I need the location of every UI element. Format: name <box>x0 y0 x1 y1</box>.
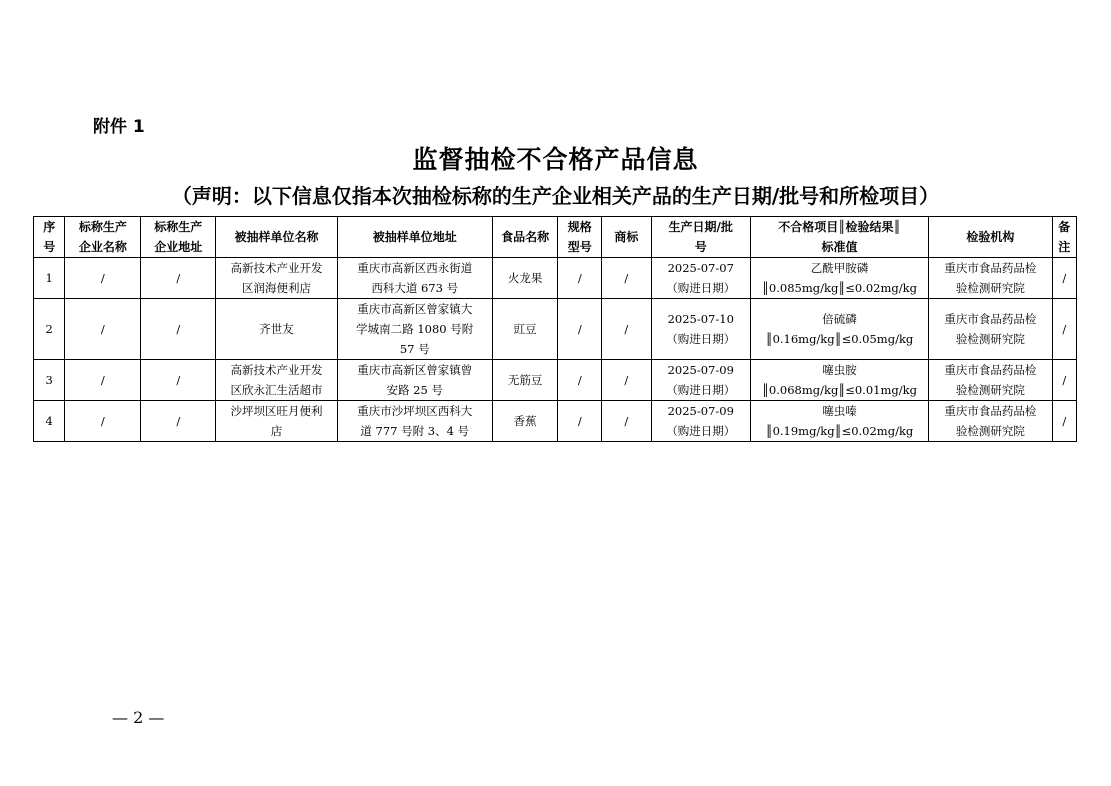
cell-testing-lab: 重庆市食品药品检 验检测研究院 <box>929 258 1053 299</box>
cell-production-date: 2025-07-09 （购进日期） <box>651 360 750 401</box>
cell-test-result: 倍硫磷 ║0.16mg/kg║≤0.05mg/kg <box>750 299 928 360</box>
header-spec: 规格 型号 <box>558 217 602 258</box>
cell-note: / <box>1052 401 1076 442</box>
cell-manufacturer-address: / <box>141 360 216 401</box>
table-row <box>34 258 1077 299</box>
results-table <box>33 216 1077 442</box>
header-sampled-unit-address: 被抽样单位地址 <box>337 217 492 258</box>
cell-sampled-unit-address: 重庆市高新区曾家镇大 学城南二路 1080 号附 57 号 <box>337 299 492 360</box>
cell-sampled-unit-address: 重庆市高新区西永街道 西科大道 673 号 <box>337 258 492 299</box>
header-testing-lab: 检验机构 <box>929 217 1053 258</box>
cell-test-result: 乙酰甲胺磷 ║0.085mg/kg║≤0.02mg/kg <box>750 258 928 299</box>
cell-production-date: 2025-07-07 （购进日期） <box>651 258 750 299</box>
cell-sampled-unit-name: 沙坪坝区旺月便利 店 <box>216 401 338 442</box>
cell-manufacturer-name: / <box>65 360 141 401</box>
cell-sampled-unit-address: 重庆市沙坪坝区西科大 道 777 号附 3、4 号 <box>337 401 492 442</box>
cell-spec: / <box>558 299 602 360</box>
cell-sampled-unit-name: 高新技术产业开发 区润海便利店 <box>216 258 338 299</box>
header-test-result: 不合格项目║检验结果║ 标准值 <box>750 217 928 258</box>
cell-note: / <box>1052 258 1076 299</box>
table-header-row <box>34 217 1077 258</box>
cell-seq: 4 <box>34 401 65 442</box>
cell-brand: / <box>602 360 652 401</box>
cell-food-name: 豇豆 <box>492 299 558 360</box>
page-number: — 2 — <box>112 708 165 727</box>
table-row <box>34 360 1077 401</box>
cell-brand: / <box>602 299 652 360</box>
cell-sampled-unit-address: 重庆市高新区曾家镇曾 安路 25 号 <box>337 360 492 401</box>
cell-test-result: 噻虫嗪 ║0.19mg/kg║≤0.02mg/kg <box>750 401 928 442</box>
header-manufacturer-name: 标称生产 企业名称 <box>65 217 141 258</box>
cell-production-date: 2025-07-09 （购进日期） <box>651 401 750 442</box>
header-production-date: 生产日期/批 号 <box>651 217 750 258</box>
cell-note: / <box>1052 360 1076 401</box>
table-row <box>34 299 1077 360</box>
cell-spec: / <box>558 360 602 401</box>
header-manufacturer-address: 标称生产 企业地址 <box>141 217 216 258</box>
header-note: 备 注 <box>1052 217 1076 258</box>
cell-manufacturer-name: / <box>65 258 141 299</box>
cell-brand: / <box>602 401 652 442</box>
cell-testing-lab: 重庆市食品药品检 验检测研究院 <box>929 360 1053 401</box>
cell-food-name: 香蕉 <box>492 401 558 442</box>
cell-spec: / <box>558 258 602 299</box>
header-seq: 序 号 <box>34 217 65 258</box>
cell-spec: / <box>558 401 602 442</box>
table-row <box>34 401 1077 442</box>
cell-note: / <box>1052 299 1076 360</box>
cell-seq: 2 <box>34 299 65 360</box>
cell-production-date: 2025-07-10 （购进日期） <box>651 299 750 360</box>
header-food-name: 食品名称 <box>492 217 558 258</box>
attachment-label: 附件 1 <box>93 117 145 137</box>
document-subtitle: （声明：以下信息仅指本次抽检标称的生产企业相关产品的生产日期/批号和所检项目） <box>171 184 940 208</box>
header-sampled-unit-name: 被抽样单位名称 <box>216 217 338 258</box>
cell-manufacturer-address: / <box>141 299 216 360</box>
cell-sampled-unit-name: 齐世友 <box>216 299 338 360</box>
cell-test-result: 噻虫胺 ║0.068mg/kg║≤0.01mg/kg <box>750 360 928 401</box>
cell-testing-lab: 重庆市食品药品检 验检测研究院 <box>929 299 1053 360</box>
cell-manufacturer-address: / <box>141 258 216 299</box>
cell-food-name: 火龙果 <box>492 258 558 299</box>
cell-seq: 1 <box>34 258 65 299</box>
cell-manufacturer-name: / <box>65 401 141 442</box>
document-title: 监督抽检不合格产品信息 <box>412 145 699 174</box>
cell-food-name: 无筋豆 <box>492 360 558 401</box>
cell-manufacturer-address: / <box>141 401 216 442</box>
cell-manufacturer-name: / <box>65 299 141 360</box>
cell-brand: / <box>602 258 652 299</box>
cell-sampled-unit-name: 高新技术产业开发 区欣永汇生活超市 <box>216 360 338 401</box>
cell-seq: 3 <box>34 360 65 401</box>
cell-testing-lab: 重庆市食品药品检 验检测研究院 <box>929 401 1053 442</box>
header-brand: 商标 <box>602 217 652 258</box>
